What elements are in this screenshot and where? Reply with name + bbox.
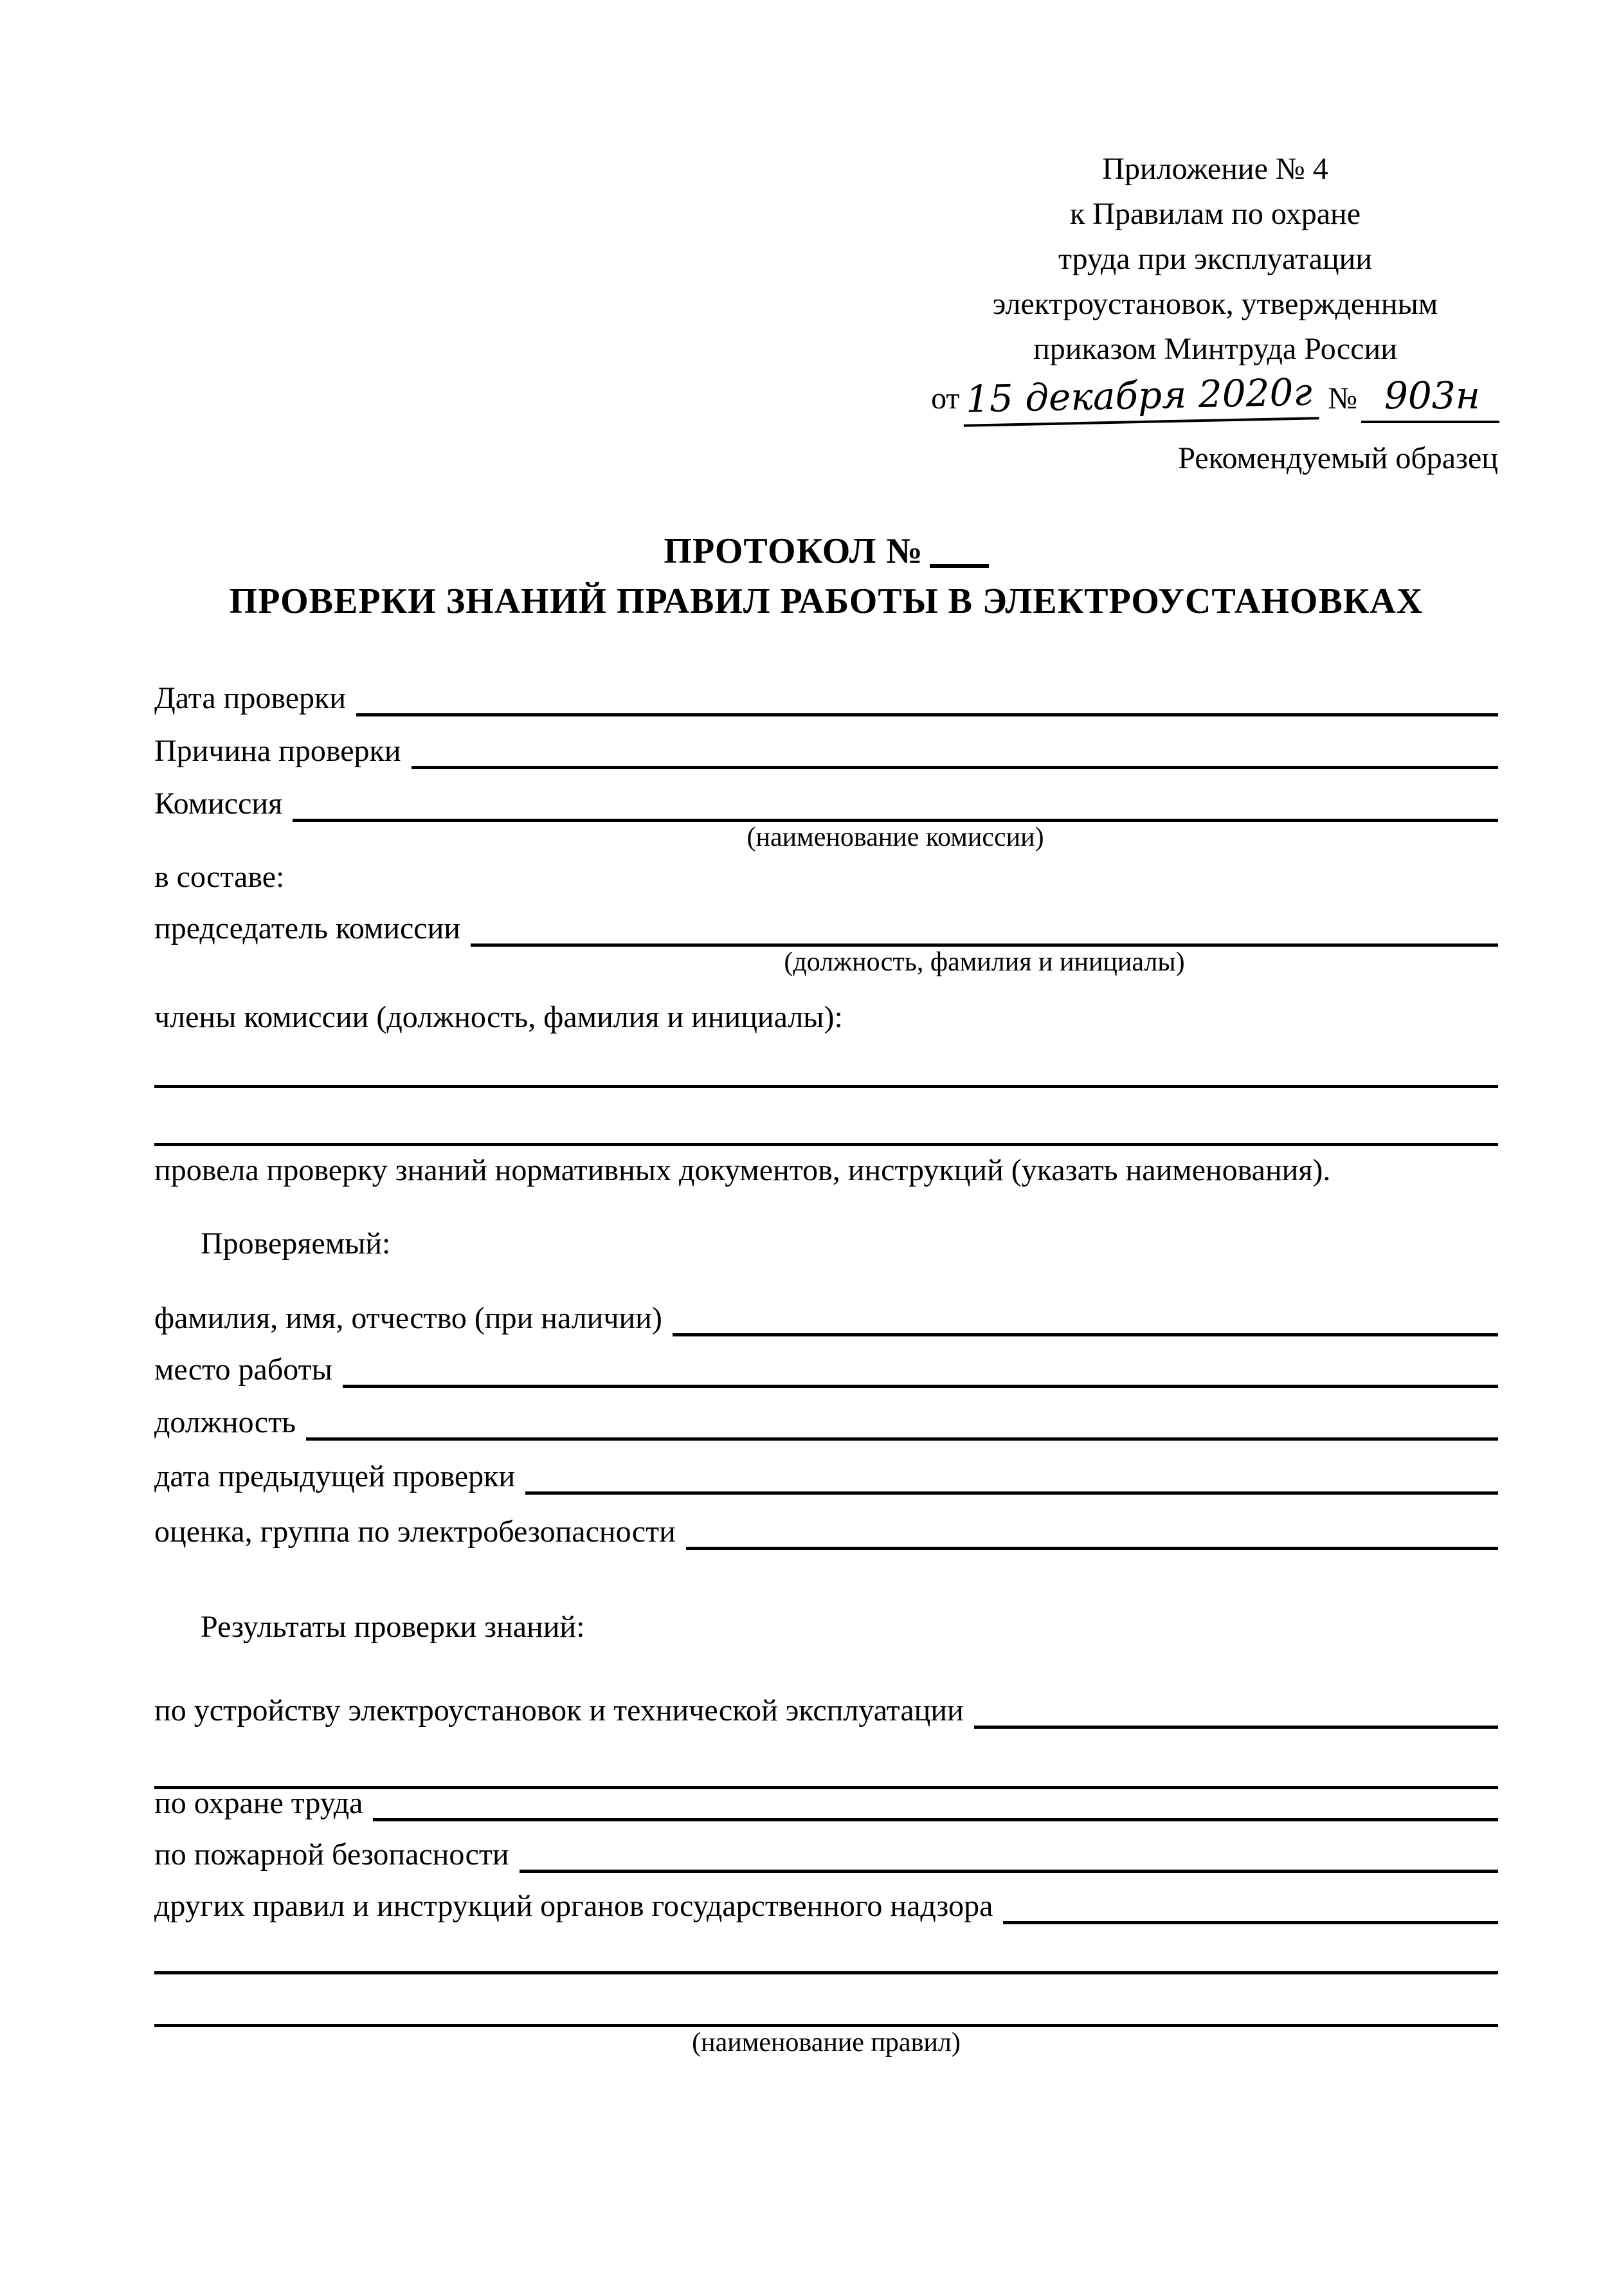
- protocol-title-block: [154, 526, 1498, 626]
- protocol-title-text: ПРОТОКОЛ №: [664, 531, 923, 571]
- field-label-members: члены комиссии (должность, фамилия и инициалы):: [154, 1000, 843, 1034]
- form-body: [154, 664, 1498, 2061]
- appendix-line-5: приказом Минтруда России: [1033, 332, 1397, 366]
- blank-row-rules-1: [154, 1924, 1498, 1974]
- field-row-other-rules: [154, 1873, 1498, 1924]
- caption-commission-name: (наименование комиссии): [746, 823, 1044, 852]
- field-row-check-date: [154, 664, 1498, 716]
- blank-writing-line-members-2: [154, 1143, 1498, 1146]
- field-label-check-reason: Причина проверки: [154, 734, 401, 768]
- field-label-composition: в составе:: [154, 860, 285, 894]
- protocol-number-blank: [930, 564, 989, 568]
- field-row-check-reason: [154, 716, 1498, 769]
- section-heading-results: Результаты проверки знаний:: [201, 1610, 585, 1644]
- field-label-conducted: провела проверку знаний нормативных документов, инструкций (указать наименования).: [154, 1153, 1331, 1187]
- field-label-check-date: Дата проверки: [154, 681, 347, 715]
- blank-line-full-name: [673, 1333, 1498, 1336]
- blank-line-workplace: [343, 1385, 1498, 1388]
- handwritten-order-date: 15 декабря 2020г: [963, 369, 1319, 427]
- protocol-title-line: [154, 526, 1498, 576]
- text-row-conducted: [154, 1146, 1498, 1189]
- field-label-commission: Комиссия: [154, 787, 283, 821]
- field-row-chairman: [154, 895, 1498, 947]
- protocol-subtitle: ПРОВЕРКИ ЗНАНИЙ ПРАВИЛ РАБОТЫ В ЭЛЕКТРОУСТАНОВКАХ: [229, 581, 1424, 621]
- blank-row-members-1: [154, 1039, 1498, 1088]
- order-number-sign: №: [1328, 381, 1358, 415]
- blank-line-electrical: [974, 1726, 1498, 1729]
- field-row-grade-group: [154, 1495, 1498, 1550]
- handwritten-order-number: 903н: [1361, 373, 1499, 423]
- field-row-commission: [154, 769, 1498, 822]
- blank-writing-line-rules-1: [154, 1971, 1498, 1974]
- text-row-members: [154, 989, 1498, 1035]
- appendix-reference-block: [932, 147, 1498, 428]
- field-label-other-rules: других правил и инструкций органов государственного надзора: [154, 1889, 993, 1923]
- caption-row-rules: [154, 2027, 1498, 2061]
- field-row-full-name: [154, 1285, 1498, 1336]
- field-row-electrical: [154, 1675, 1498, 1729]
- text-row-examinee: [154, 1221, 1498, 1262]
- order-date-prefix: от: [931, 381, 960, 415]
- blank-line-previous-check: [525, 1491, 1498, 1495]
- recommended-sample-label: Рекомендуемый образец: [1178, 441, 1498, 475]
- blank-row-members-2: [154, 1088, 1498, 1146]
- blank-line-grade-group: [686, 1547, 1498, 1550]
- field-label-fire-safety: по пожарной безопасности: [154, 1837, 509, 1872]
- blank-line-check-reason: [412, 766, 1498, 769]
- caption-rules-name: (наименование правил): [692, 2028, 961, 2057]
- blank-line-other-rules: [1003, 1921, 1498, 1924]
- field-row-labor-safety: [154, 1786, 1498, 1821]
- section-heading-examinee: Проверяемый:: [201, 1226, 391, 1261]
- field-label-full-name: фамилия, имя, отчество (при наличии): [154, 1301, 662, 1335]
- appendix-line-4: электроустановок, утвержденным: [992, 287, 1438, 321]
- text-row-results: [154, 1603, 1498, 1645]
- blank-writing-line-members-1: [154, 1085, 1498, 1088]
- caption-row-chairman: [154, 947, 1498, 979]
- field-row-previous-check: [154, 1441, 1498, 1495]
- blank-row-rules-2: [154, 1974, 1498, 2027]
- field-label-previous-check: дата предыдущей проверки: [154, 1459, 516, 1493]
- appendix-line-1: Приложение № 4: [1102, 152, 1328, 186]
- blank-line-labor-safety: [373, 1818, 1498, 1821]
- blank-line-position: [306, 1437, 1498, 1441]
- field-label-chairman: председатель комиссии: [154, 911, 460, 945]
- order-date-row: [931, 370, 1498, 428]
- appendix-line-3: труда при эксплуатации: [1058, 242, 1373, 276]
- field-label-workplace: место работы: [154, 1353, 332, 1387]
- field-label-labor-safety: по охране труда: [154, 1786, 363, 1820]
- appendix-line-2: к Правилам по охране: [1069, 197, 1361, 231]
- caption-row-commission: [154, 822, 1498, 854]
- field-label-position: должность: [154, 1405, 296, 1439]
- blank-line-check-date: [356, 713, 1498, 716]
- field-row-position: [154, 1388, 1498, 1441]
- blank-line-fire-safety: [520, 1870, 1498, 1873]
- blank-row-electrical-continuation: [154, 1729, 1498, 1789]
- field-label-grade-group: оценка, группа по электробезопасности: [154, 1515, 676, 1549]
- field-row-workplace: [154, 1336, 1498, 1388]
- field-row-fire-safety: [154, 1821, 1498, 1873]
- field-label-electrical: по устройству электроустановок и технической эксплуатации: [154, 1693, 964, 1727]
- caption-position-surname: (должность, фамилия и инициалы): [784, 947, 1185, 977]
- text-row-composition: [154, 854, 1498, 895]
